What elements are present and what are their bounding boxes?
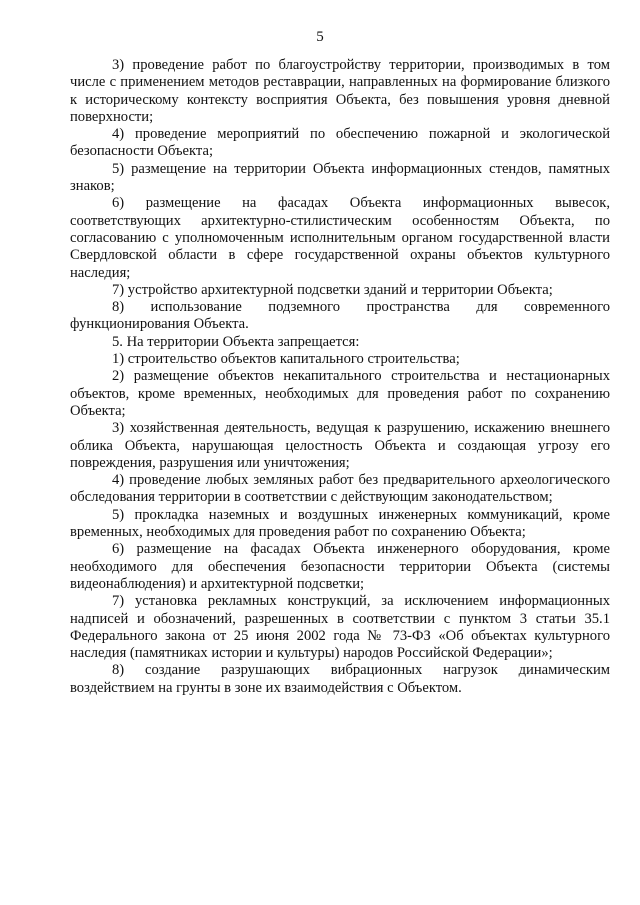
prohibition-5-utilities: 5) прокладка наземных и воздушных инженерных коммуникаций, кроме временных, необходимых для проведения работ по сохранению Объекта; xyxy=(70,506,610,541)
prohibition-1-construction: 1) строительство объектов капитального строительства; xyxy=(112,351,460,368)
prohibition-6-equipment: 6) размещение на фасадах Объекта инженерного оборудования, кроме необходимого для обеспечения безопасности территории Объекта (системы видеонаблюдения) и архитектурной подсветки; xyxy=(70,541,610,592)
section-5-heading: 5. На территории Объекта запрещается: xyxy=(112,333,360,350)
paragraph-5-info-stands: 5) размещение на территории Объекта информационных стендов, памятных знаков; xyxy=(70,160,610,195)
document-body xyxy=(70,57,610,697)
page-number: 5 xyxy=(316,29,324,45)
paragraph-7-lighting: 7) устройство архитектурной подсветки зданий и территории Объекта; xyxy=(112,281,553,298)
paragraph-4-fire-safety: 4) проведение мероприятий по обеспечению пожарной и экологической безопасности Объекта; xyxy=(70,126,610,160)
prohibition-2-temporary-objects: 2) размещение объектов некапитального строительства и нестационарных объектов, кроме временных, необходимых для проведения работ по сохранению Объекта; xyxy=(70,368,610,419)
paragraph-8-underground: 8) использование подземного пространства для современного функционирования Объекта. xyxy=(70,299,610,333)
prohibition-3-economic-activity: 3) хозяйственная деятельность, ведущая к разрушению, искажению внешнего облика Объекта, нарушающая целостность Объекта и создающая угрозу его повреждения, разрушения или уничтожения; xyxy=(70,420,610,471)
paragraph-6-signage: 6) размещение на фасадах Объекта информационных вывесок, соответствующих архитектурно-стилистическим особенностям Объекта, по согласованию с уполномоченным исполнительным органом государственной власти Свердловской области в сфере государственной охраны объектов культурного наследия; xyxy=(70,195,610,281)
prohibition-7-advertising: 7) установка рекламных конструкций, за исключением информационных надписей и обозначений, разрешенных в соответствии с пунктом 3 статьи 35.1 Федерального закона от 25 июня 2002 года № 73-ФЗ «Об объектах культурного наследия (памятниках истории и культуры) народов Российской Федерации»; xyxy=(70,593,610,662)
prohibition-4-earthworks: 4) проведение любых земляных работ без предварительного археологического обследования территории в соответствии с действующим законодательством; xyxy=(70,472,610,506)
paragraph-3-landscaping: 3) проведение работ по благоустройству территории, производимых в том числе с применением методов реставрации, направленных на формирование близкого к историческому контексту восприятия Объекта, без повышения уровня дневной поверхности; xyxy=(70,57,610,125)
prohibition-8-vibration: 8) создание разрушающих вибрационных нагрузок динамическим воздействием на грунты в зоне их взаимодействия с Объектом. xyxy=(70,662,610,696)
